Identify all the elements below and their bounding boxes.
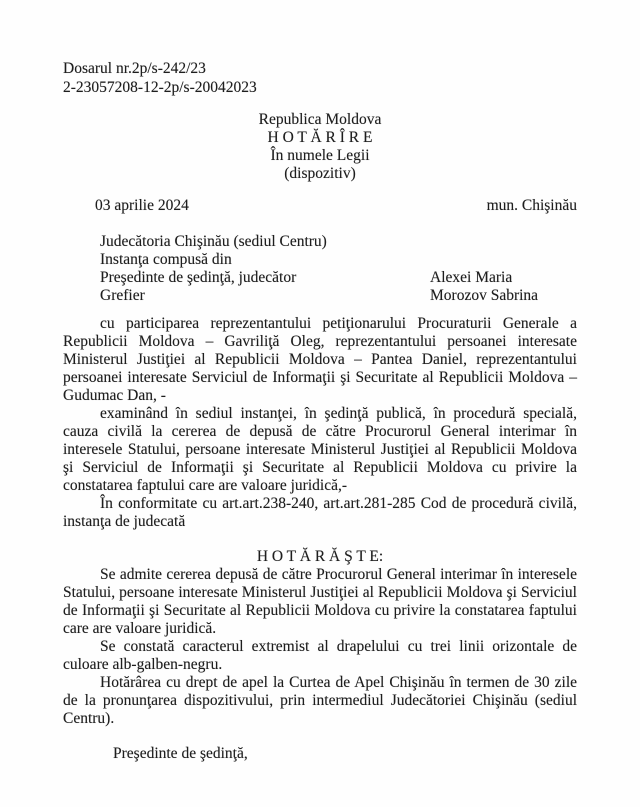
decision-header — [63, 111, 577, 183]
decision-date: 03 aprilie 2024 — [95, 197, 189, 214]
paragraph-ruling-admission: Se admite cererea depusă de către Procurorul General interimar în interesele Statului, persoane interesate Ministerul Justiţiei al Republicii Moldova şi Serviciul de Informaţii şi Securitate al Republicii Moldova cu privire la constatarea faptului care are valoare juridică. — [63, 566, 577, 637]
role-label-clerk: Grefier — [100, 287, 145, 304]
operative-heading: H O T Ă R Ă Ş T E: — [256, 548, 384, 565]
court-name: Judecătoria Chişinău (sediul Centru) — [100, 233, 327, 250]
decision-place: mun. Chişinău — [486, 197, 577, 214]
court-composition-block — [63, 233, 577, 305]
case-number-line-1: Dosarul nr.2p/s-242/23 — [63, 60, 206, 77]
paragraph-appeal-rights: Hotărârea cu drept de apel la Curtea de Apel Chişinău în termen de 30 zile de la pronunţarea dispozitivului, prin intermediul Judecătoriei Chişinău (sediul Centru). — [63, 674, 577, 727]
paragraph-ruling-finding: Se constată caracterul extremist al drapelului cu trei linii orizontale de culoare alb-galben-negru. — [63, 638, 577, 673]
dateline — [63, 197, 577, 215]
decision-note: (dispozitiv) — [284, 165, 356, 182]
decision-subtitle: În numele Legii — [270, 147, 370, 164]
clerk-name: Morozov Sabrina — [430, 287, 539, 304]
decision-title: H O T Ă R Î R E — [267, 129, 373, 146]
case-number-line-2: 2-23057208-12-2p/s-20042023 — [63, 79, 257, 96]
role-label-presiding-judge: Preşedinte de şedinţă, judecător — [100, 269, 297, 286]
paragraph-participants: cu participarea reprezentantului petiţionarului Procuraturii Generale a Republicii Moldova – Gavriliţă Oleg, reprezentantului persoanei interesate Ministerul Justiţiei al Republicii Moldova – Pantea Daniel, reprezentantului persoanei interesate Serviciul de Informaţii şi Securitate al Republicii Moldova – Gudumac Dan, - — [63, 315, 577, 404]
judge-name: Alexei Maria — [430, 269, 513, 286]
court-role-row — [100, 269, 577, 287]
signature-label: Preşedinte de şedinţă, — [113, 745, 248, 762]
country-name: Republica Moldova — [258, 111, 382, 128]
paragraph-legal-basis: În conformitate cu art.art.238-240, art.art.281-285 Cod de procedură civilă, instanţa de judecată — [63, 495, 577, 530]
paragraph-examination: examinând în sediul instanţei, în şedinţă publică, în procedură specială, cauza civilă la cererea de depusă de către Procurorul General interimar în interesele Statului, persoane interesate Ministerul Justiţiei al Republicii Moldova şi Serviciul de Informaţii şi Securitate al Republicii Moldova cu privire la constatarea faptului care are valoare juridică,- — [63, 405, 577, 494]
court-composition-intro: Instanţa compusă din — [100, 251, 232, 268]
case-number-block — [63, 59, 577, 97]
court-role-row — [100, 287, 577, 305]
